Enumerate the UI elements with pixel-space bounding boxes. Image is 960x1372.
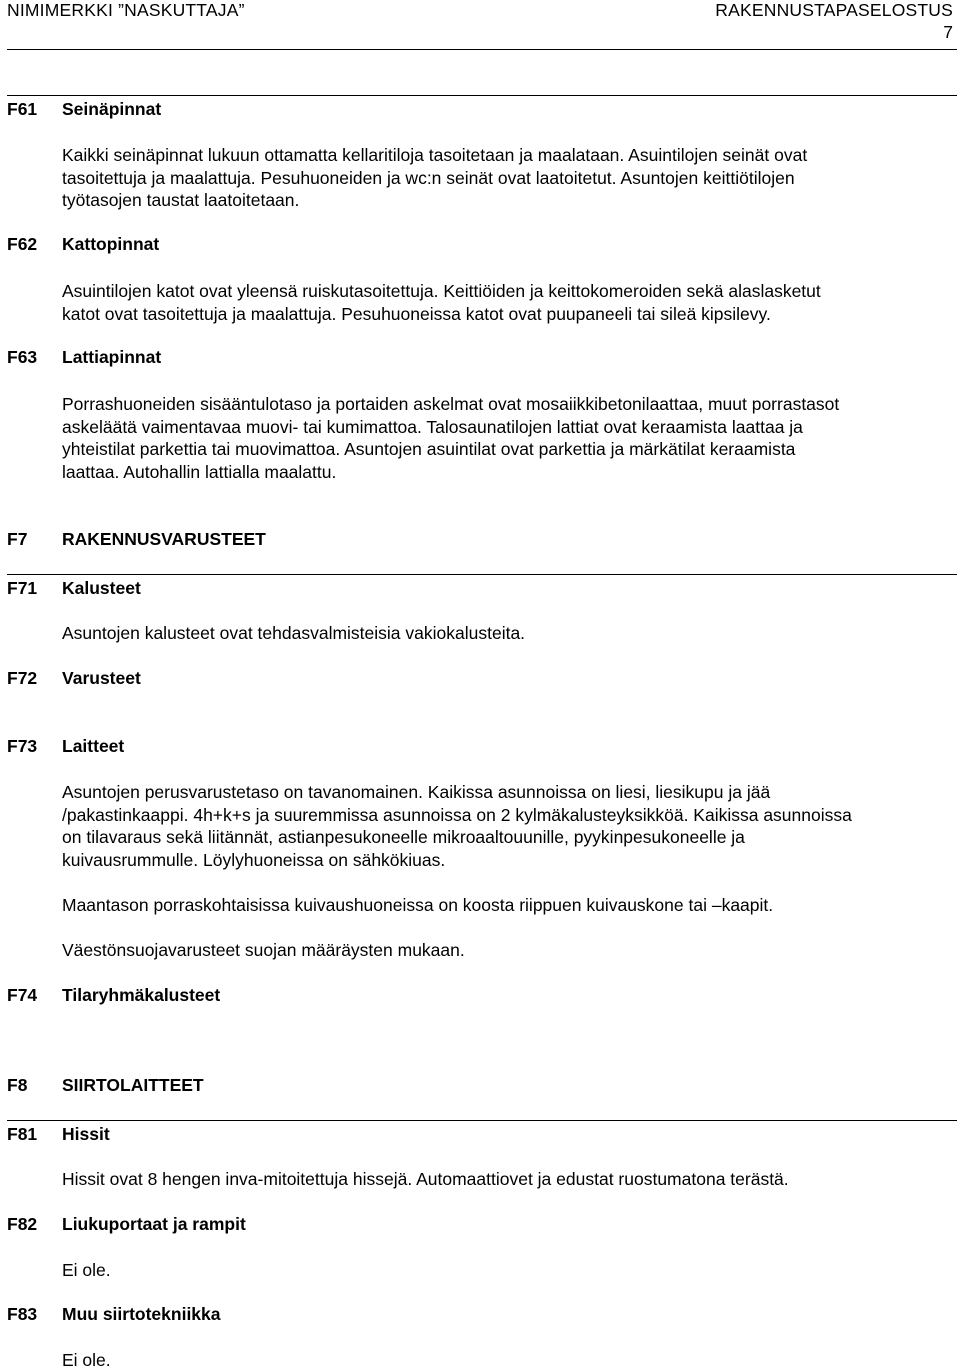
body-line: Asuntojen perusvarustetaso on tavanomainen. Kaikissa asunnoissa on liesi, liesikupu ja jää (62, 782, 771, 802)
section-title: Tilaryhmäkalusteet (62, 985, 221, 1005)
section-rule (7, 1120, 957, 1121)
section-title: Hissit (62, 1124, 110, 1144)
body-line: Asuntojen kalusteet ovat tehdasvalmisteisia vakiokalusteita. (62, 623, 526, 643)
chapter-title: SIIRTOLAITTEET (62, 1075, 204, 1095)
body-line: Porrashuoneiden sisääntulotaso ja portaiden askelmat ovat mosaiikkibetonilaattaa, muut porrastasot (62, 394, 840, 414)
section-title: Laitteet (62, 736, 125, 756)
body-line: /pakastinkaappi. 4h+k+s ja suuremmissa asunnoissa on 2 kylmäkalusteyksikköä. Kaikissa asunnoissa (62, 804, 852, 825)
section-body (62, 781, 954, 871)
chapter-title: RAKENNUSVARUSTEET (62, 529, 266, 549)
section-code: F63 (7, 347, 38, 367)
body-line: kuivausrummulle. Löylyhuoneissa on sähkökiuas. (62, 849, 446, 870)
section-body (62, 894, 954, 917)
section-body (62, 393, 954, 483)
section-title: Kalusteet (62, 578, 141, 598)
body-line: katot ovat tasoitettuja ja maalattuja. Pesuhuoneissa katot ovat puupaneeli tai sileä kipsilevy. (62, 303, 771, 324)
section-title: Kattopinnat (62, 234, 160, 254)
body-line: Ei ole. (62, 1350, 111, 1370)
section-body (62, 1349, 954, 1372)
section-code: F72 (7, 668, 38, 688)
section-code: F81 (7, 1124, 38, 1144)
page-number: 7 (943, 22, 953, 42)
body-line: Maantason porraskohtaisissa kuivaushuoneissa on koosta riippuen kuivauskone tai –kaapit. (62, 895, 774, 915)
header-nickname: NIMIMERKKI ”NASKUTTAJA” (7, 0, 245, 20)
body-line: laattaa. Autohallin lattialla maalattu. (62, 461, 337, 482)
section-title: Liukuportaat ja rampit (62, 1214, 246, 1234)
chapter-code: F7 (7, 529, 28, 549)
section-code: F74 (7, 985, 38, 1005)
section-title: Varusteet (62, 668, 141, 688)
section-body (62, 280, 954, 325)
section-title: Lattiapinnat (62, 347, 162, 367)
section-title: Muu siirtotekniikka (62, 1304, 221, 1324)
header-rule (7, 49, 957, 50)
body-line: Väestönsuojavarusteet suojan määräysten mukaan. (62, 940, 465, 960)
body-line: Kaikki seinäpinnat lukuun ottamatta kellaritiloja tasoitetaan ja maalataan. Asuintilojen seinät ovat (62, 145, 808, 165)
section-title: Seinäpinnat (62, 99, 162, 119)
section-body (62, 1259, 954, 1282)
section-rule (7, 95, 957, 96)
section-code: F62 (7, 234, 38, 254)
body-line: tasoitettuja ja maalattuja. Pesuhuoneiden ja wc:n seinät ovat laatoitetut. Asuntojen keittiötilojen (62, 167, 795, 188)
section-code: F61 (7, 99, 38, 119)
section-code: F73 (7, 736, 38, 756)
body-line: työtasojen taustat laatoitetaan. (62, 190, 300, 210)
section-body (62, 622, 954, 645)
body-line: Ei ole. (62, 1260, 111, 1280)
body-line: Asuintilojen katot ovat yleensä ruiskutasoitettuja. Keittiöiden ja keittokomeroiden sekä alaslasketut (62, 281, 821, 301)
body-line: Hissit ovat 8 hengen inva-mitoitettuja hissejä. Automaattiovet ja edustat ruostumatona terästä. (62, 1169, 789, 1189)
page-header (0, 0, 960, 48)
section-body (62, 144, 954, 212)
section-body (62, 1168, 954, 1191)
chapter-code: F8 (7, 1075, 28, 1095)
header-document-type: RAKENNUSTAPASELOSTUS (715, 0, 953, 20)
section-rule (7, 574, 957, 575)
section-code: F71 (7, 578, 38, 598)
section-body (62, 939, 954, 962)
section-code: F82 (7, 1214, 38, 1234)
body-line: on tilavaraus sekä liitännät, astianpesukoneelle mikroaaltouunille, pyykinpesukoneelle ja (62, 827, 745, 847)
body-line: askeläätä vaimentavaa muovi- tai kumimattoa. Talosaunatilojen lattiat ovat keraamista laattaa ja (62, 416, 803, 437)
body-line: yhteistilat parkettia tai muovimattoa. Asuntojen asuintilat ovat parkettia ja märkätilat keraamista (62, 439, 796, 459)
section-code: F83 (7, 1304, 38, 1324)
